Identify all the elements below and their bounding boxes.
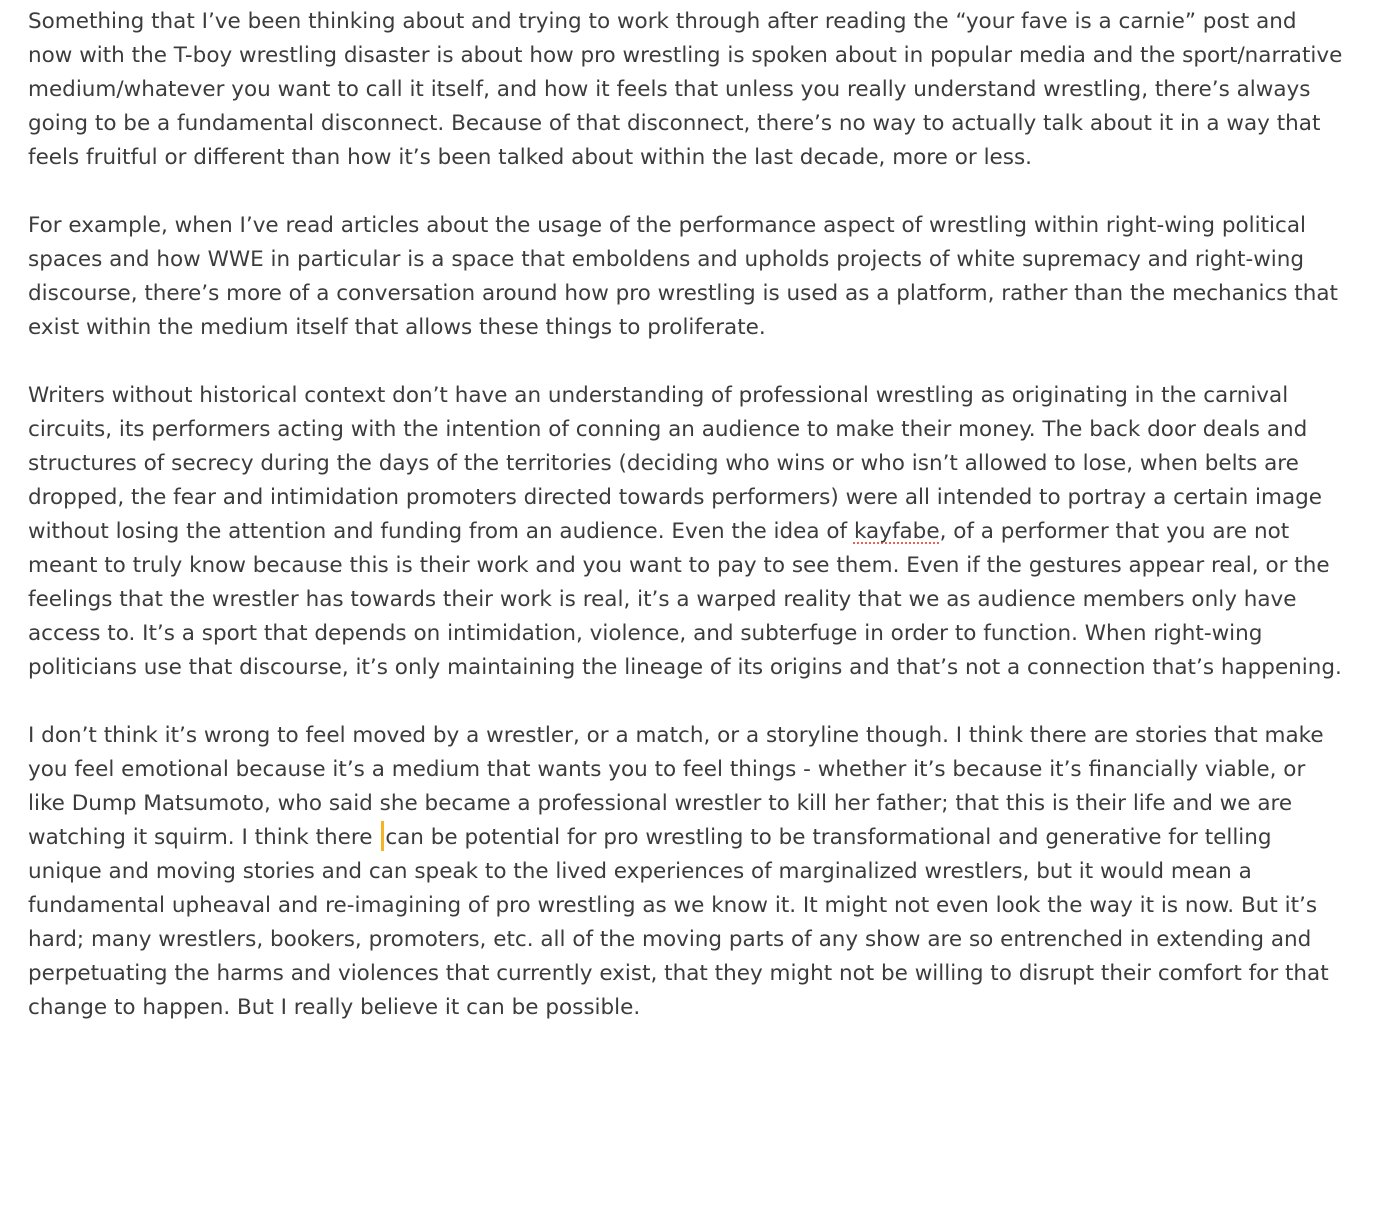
misspelled-word[interactable]: kayfabe — [853, 519, 940, 544]
paragraph-text: Something that I’ve been thinking about and trying to work through after reading the “your fave is a carnie” post and now with the T-boy wrestling disaster is about how pro wrestling is spoken about in popular media and the sport/narrative medium/whatever you want to call it itself, and how it feels that unless you really understand wrestling, there’s always going to be a fundamental disconnect. Because of that disconnect, there’s no way to actually talk about it in a way that feels fruitful or different than how it’s been talked about within the last decade, more or less. — [28, 9, 1343, 170]
paragraph-4 — [28, 719, 1346, 1025]
text-editor[interactable] — [28, 5, 1346, 1025]
paragraph-1 — [28, 5, 1346, 175]
text-cursor — [381, 821, 384, 851]
paragraph-2 — [28, 209, 1346, 345]
paragraph-text: For example, when I’ve read articles about the usage of the performance aspect of wrestling within right-wing political spaces and how WWE in particular is a space that emboldens and upholds projects of white supremacy and right-wing discourse, there’s more of a conversation around how pro wrestling is used as a platform, rather than the mechanics that exist within the medium itself that allows these things to proliferate. — [28, 213, 1338, 340]
paragraph-3 — [28, 379, 1346, 685]
paragraph-text: Writers without historical context don’t have an understanding of professional wrestling as originating in the carnival circuits, its performers acting with the intention of conning an audience to make their money. The back door deals and structures of secrecy during the days of the territories (deciding who wins or who isn’t allowed to lose, when belts are dropped, the fear and intimidation promoters directed towards performers) were all intended to portray a certain image without losing the attention and funding from an audience. Even the idea of — [28, 383, 1323, 544]
paragraph-text: I don’t think it’s wrong to feel moved by a wrestler, or a match, or a storyline though. I think there are stories that make you feel emotional because it’s a medium that wants you to feel things - whether it’s because it’s financially viable, or like Dump Matsumoto, who said she became a professional wrestler to kill her father; that this is their life and we are watching it squirm. I think there — [28, 723, 1324, 850]
paragraph-text: can be potential for pro wrestling to be transformational and generative for telling unique and moving stories and can speak to the lived experiences of marginalized wrestlers, but it would mean a fundamental upheaval and re-imagining of pro wrestling as we know it. It might not even look the way it is now. But it’s hard; many wrestlers, bookers, promoters, etc. all of the moving parts of any show are so entrenched in extending and perpetuating the harms and violences that currently exist, that they might not be willing to disrupt their comfort for that change to happen. But I really believe it can be possible. — [28, 825, 1329, 1020]
paragraph-text: , of a performer that you are not meant to truly know because this is their work and you want to pay to see them. Even if the gestures appear real, or the feelings that the wrestler has towards their work is real, it’s a warped reality that we as audience members only have access to. It’s a sport that depends on intimidation, violence, and subterfuge in order to function. When right-wing politicians use that discourse, it’s only maintaining the lineage of its origins and that’s not a connection that’s happening. — [28, 519, 1342, 680]
